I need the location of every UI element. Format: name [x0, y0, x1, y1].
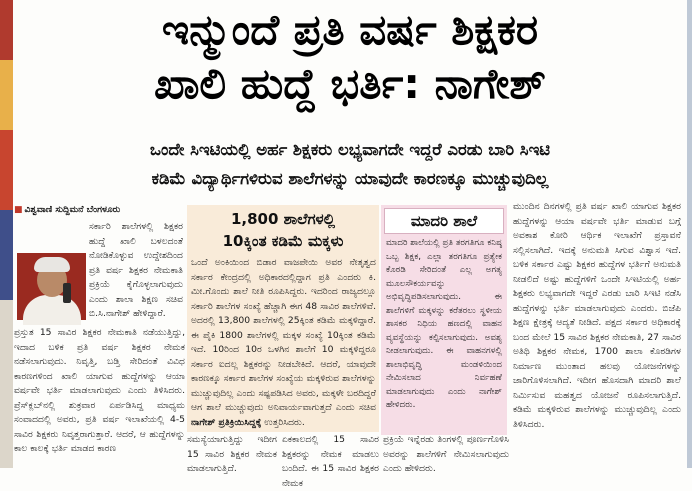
subheadline-line-1: ಒಂದೇ ಸಿಇಟಿಯಲ್ಲಿ ಅರ್ಹ ಶಿಕ್ಷಕರು ಲಭ್ಯವಾಗದೇ ಇದ್ದರೆ ಎರಡು ಬಾರಿ ಸಿಇಟಿ [149, 140, 551, 159]
bottom-text-right: ಪ್ರಕ್ರಿಯೆ ಇನ್ನೆರಡು ತಿಂಗಳಲ್ಲಿ ಪೂರ್ಣಗೊಳಿಸಿ ಅವರನ್ನು ಶಾಲೆಗಳಿಗೆ ನೇಮಿಸಲಾಗುವುದು ಎಂದು ಹೇಳಿದರು. [383, 434, 509, 474]
box-body-bold: ನಾಗೇಶ್ ಪ್ರತಿಕ್ರಿಯಿಸಿದ್ದಕ್ಕೆ [191, 416, 262, 428]
newspaper-icon: ■ [14, 205, 23, 215]
column-1-body: ಪ್ರಸ್ತುತ 15 ಸಾವಿರ ಶಿಕ್ಷಕರ ನೇಮಕಾತಿ ನಡೆಯುತ್ತಿದ್ದು, ಇದಾದ ಬಳಿಕ ಪ್ರತಿ ವರ್ಷ ಶಿಕ್ಷಕರ ನೇಮಕ ನಡೆಸಲಾಗುವುದು. ನಿವೃತ್ತಿ, ಬಡ್ತಿ ಸೇರಿದಂತೆ ವಿವಿಧ ಕಾರಣಗಳಿಂದ ಖಾಲಿ ಯಾಗುವ ಹುದ್ದೆಗಳನ್ನು ಆಯಾ ವರ್ಷವೇ ಭರ್ತಿ ಮಾಡಲಾಗುವುದು ಎಂದು ತಿಳಿಸಿದರು. ಪ್ರೆಸ್‌ಕ್ಲಬ್‌ನಲ್ಲಿ ಶುಕ್ರವಾರ ಏರ್ಪಡಿಸಿದ್ದ ಮಾಧ್ಯಮ ಸಂವಾದದಲ್ಲಿ ಅವರು, ಪ್ರತಿ ವರ್ಷ ಇಲಾಖೆಯಲ್ಲಿ 4-5 ಸಾವಿರ ಶಿಕ್ಷಕರು ನಿವೃತ್ತರಾಗುತ್ತಾರೆ. ಆದರೆ, ಆ ಹುದ್ದೆಗಳನ್ನು ಕಾಲ ಕಾಲಕ್ಕೆ ಭರ್ತಿ ಮಾಡದ ಕಾರಣ [14, 327, 185, 454]
bottom-text-mid: ಏಕಕಾಲದಲ್ಲಿ 15 ಸಾವಿರ ಶಿಕ್ಷಕರನ್ನು ನೇಮಕ ಮಾಡಲು ಬಂದಿದೆ. ಈ 15 ಸಾವಿರ ಶಿಕ್ಷಕರ ನೇಮಕ [282, 434, 379, 489]
page-edge [687, 0, 692, 468]
box-body [191, 256, 376, 430]
box-body-text: ಒಂದೆ ಅಂಕಿಯಿಂದ ಬಿಡಾರ ವಾಜಪೇಯಿ ಅವರ ನೇತೃತ್ವದ ಸರ್ಕಾರ ಕೇಂದ್ರದಲ್ಲಿ ಅಧಿಕಾರದಲ್ಲಿದ್ದಾಗ ಪ್ರತಿ ಎಂದರು ಕಿ. ಮೀ.ಗೊಂದು ಶಾಲೆ ನೀತಿ ರೂಪಿಸಿದ್ದರು. ಇದರಿಂದ ರಾಜ್ಯದಲ್ಲೂ ಸರ್ಕಾರಿ ಶಾಲೆಗಳ ಸಂಖ್ಯೆ ಹೆಚ್ಚಾಗಿ ಈಗ 48 ಸಾವಿರ ಶಾಲೆಗಳಿವೆ. ಅದರಲ್ಲಿ 13,800 ಶಾಲೆಗಳಲ್ಲಿ 25ಕ್ಕಿಂತ ಕಡಿಮೆ ಮಕ್ಕಳಿದ್ದಾರೆ. ಈ ಪೈಕಿ 1800 ಶಾಲೆಗಳಲ್ಲಿ ಮಕ್ಕಳ ಸಂಖ್ಯೆ 10ಕ್ಕಿಂತ ಕಡಿಮೆ ಇದೆ. 10ರಿಂದ 10ರ ಒಳಗಿನ ಶಾಲೆಗೆ 10 ಮಕ್ಕಳಿದ್ದರೂ ಸರ್ಕಾರ ಐದಲ್ಲ ಶಿಕ್ಷಕರನ್ನು ನೀಡಬೇಕಿದೆ. ಆದರೆ, ಯಾವುದೇ ಕಾರಣಕ್ಕೂ ಸರ್ಕಾರ ಶಾಲೆಗಳ ಸಂಖ್ಯೆಯ ಮಕ್ಕಳಿರುವ ಶಾಲೆಗಳನ್ನು ಮುಚ್ಚುವುದಿಲ್ಲ ಎಂದು ಸಷ್ಟಪಡಿಸಿದ ಅವರು, ಮಕ್ಕಳೇ ಬರದಿದ್ದರೆ ಆಗ ಶಾಲೆ ಮುಚ್ಚುವುದು ಅನಿವಾರ್ಯವಾಗುತ್ತದೆ ಎಂದು ಸಚಿವ [191, 257, 376, 413]
sidebar-body: ಮಾದರಿ ಶಾಲೆಯಲ್ಲಿ ಪ್ರತಿ ತರಗತಿಗೂ ಕನಿಷ್ಠ ಒಬ್ಬ ಶಿಕ್ಷಕ, ಎಲ್ಲಾ ತರಗತಿಗೂ ಪ್ರತ್ಯೇಕ ಕೊಠಡಿ ಸೇರಿದಂತೆ ಎಲ್ಲ ಅಗತ್ಯ ಮೂಲಸೌಕರ್ಯವನ್ನು ಅಭಿವೃದ್ಧಿಪಡಿಸಲಾಗುವುದು. ಈ ಶಾಲೆಗಳಿಗೆ ಮಕ್ಕಳನ್ನು ಕರೆತರಲು ಸ್ಥಳೀಯ ಶಾಸಕರ ನಿಧಿಯ ಹಣದಲ್ಲಿ ವಾಹನ ವ್ಯವಸ್ಥೆಯನ್ನು ಕಲ್ಪಿಸಲಾಗುವುದು. ಅವಶ್ಯ ನೀಡಲಾಗುವುದು. ಈ ವಾಹನಗಳಲ್ಲಿ ಶಾಲಾಭಿವೃದ್ಧಿ ಮಂಡಳಿಯಿಂದ ನೇಮಿಸಲಾದ ನಿರ್ವಹಣೆ ಮಾಡಲಾಗುವುದು ಎಂದು ನಾಗೇಶ್ ಹೇಳಿದರು. [386, 238, 502, 410]
sidebar-title: ಮಾದರಿ ಶಾಲೆ [384, 208, 504, 234]
headline-line-2: ಖಾಲಿ ಹುದ್ದೆ ಭರ್ತಿ: ನಾಗೇಶ್ [154, 59, 546, 108]
headline-line-1: ಇನ್ಮುಂದೆ ಪ್ರತಿ ವರ್ಷ ಶಿಕ್ಷಕರ [161, 5, 539, 54]
box-title-line-2: 10ಕ್ಕಿಂತ ಕಡಿಮೆ ಮಕ್ಕಳು [222, 232, 344, 250]
adjacent-page-strip [0, 0, 13, 468]
byline [14, 205, 184, 215]
subheadline-line-2: ಕಡಿಮೆ ವಿದ್ಯಾರ್ಥಿಗಳಿರುವ ಶಾಲೆಗಳನ್ನು ಯಾವುದೇ ಕಾರಣಕ್ಕೂ ಮುಚ್ಚುವುದಿಲ್ಲ [151, 169, 549, 188]
column-1-intro: ಸರ್ಕಾರಿ ಶಾಲೆಗಳಲ್ಲಿ ಶಿಕ್ಷಕರ ಹುದ್ದೆ ಖಾಲಿ ಬಳಲದಂತೆ ನೋಡಿಕೊಳ್ಳುವ ಉದ್ದೇಶದಿಂದ ಪ್ರತಿ ವರ್ಷ ಶಿಕ್ಷಕರ ನೇಮಕಾತಿ ಪ್ರಕ್ರಿಯೆ ಕೈಗೊಳ್ಳಲಾಗುವುದು ಎಂದು ಶಾಲಾ ಶಿಕ್ಷಣ ಸಚಿವ ಬಿ.ಸಿ.ನಾಗೇಶ್ ಹೇಳಿದ್ದಾರೆ. [89, 221, 183, 319]
box-title-line-1: 1,800 ಶಾಲೆಗಳಲ್ಲಿ [230, 210, 336, 228]
bottom-text-left: ಸಮಸ್ಯೆಯಾಗುತ್ತಿದ್ದು ಇದೀಗ 15 ಸಾವಿರ ಶಿಕ್ಷಕರ ನೇಮಕ ಮಾಡಲಾಗುತ್ತಿದೆ. [187, 434, 277, 474]
byline-text: ವಿಶ್ವವಾಣಿ ಸುದ್ದಿಮನೆ ಬೆಂಗಳೂರು [24, 205, 121, 215]
minister-photo [17, 253, 86, 320]
column-4-body: ಮುಂದಿನ ದಿನಗಳಲ್ಲಿ ಪ್ರತಿ ವರ್ಷ ಖಾಲಿ ಯಾಗುವ ಶಿಕ್ಷಕರ ಹುದ್ದೆಗಳನ್ನು ಆಯಾ ವರ್ಷವೇ ಭರ್ತಿ ಮಾಡುವ ಬಗ್ಗೆ ಅವಕಾಶ ಕೋರಿ ಆರ್ಥಿಕ ಇಲಾಖೆಗೆ ಪ್ರಸ್ತಾವನೆ ಸಲ್ಲಿಸಲಾಗಿದೆ. ಇದಕ್ಕೆ ಅನುಮತಿ ಸಿಗುವ ವಿಶ್ವಾಸ ಇದೆ. ಬಳಿಕ ಸರ್ಕಾರ ಎಷ್ಟು ಶಿಕ್ಷಕರ ಹುದ್ದೆಗಳ ಭರ್ತಿಗೆ ಅನುಮತಿ ನೀಡಲಿದೆ ಅಷ್ಟು ಹುದ್ದೆಗಳಿಗೆ ಒಂದೇ ಸಿಇಟಿಯಲ್ಲಿ ಅರ್ಹ ಶಿಕ್ಷಕರು ಲಭ್ಯವಾಗದೇ ಇದ್ದರೆ ಎರಡು ಬಾರಿ ಸಿಇಟಿ ನಡೆಸಿ ಹುದ್ದೆಗಳನ್ನು ಭರ್ತಿ ಮಾಡಲಾಗುವುದು ಎಂದರು. ಬಿಜೆಪಿ ಶಿಕ್ಷಣ ಕ್ಷೇತ್ರಕ್ಕೆ ಆದ್ಯತೆ ನೀಡಿದೆ. ಪಕ್ಷದ ಸರ್ಕಾರ ಅಧಿಕಾರಕ್ಕೆ ಬಂದ ಮೇಲೆ 15 ಸಾವಿರ ಶಿಕ್ಷಕರ ನೇಮಕಾತಿ, 27 ಸಾವಿರ ಅತಿಥಿ ಶಿಕ್ಷಕರ ನೇಮಕ, 1700 ಶಾಲಾ ಕೊಠಡಿಗಳ ನಿರ್ಮಾಣ ಮುಂತಾದ ಹಲವು ಯೋಜನೆಗಳನ್ನು ಜಾರಿಗೊಳಿಸಲಾಗಿದೆ. ಇದೀಗ ಹೊಸದಾಗಿ ಮಾದರಿ ಶಾಲೆ ನಿರ್ಮಿಸುವ ಮಹತ್ವದ ಯೋಜನೆ ರೂಪಿಸಲಾಗುತ್ತಿದೆ. ಕಡಿಮೆ ಮಕ್ಕಳಿರುವ ಶಾಲೆಗಳನ್ನು ಮುಚ್ಚುವುದಿಲ್ಲ ಎಂದು ತಿಳಿಸಿದರು. [513, 201, 681, 430]
box-body-end: ಉತ್ತರಿಸಿದರು. [264, 416, 305, 428]
